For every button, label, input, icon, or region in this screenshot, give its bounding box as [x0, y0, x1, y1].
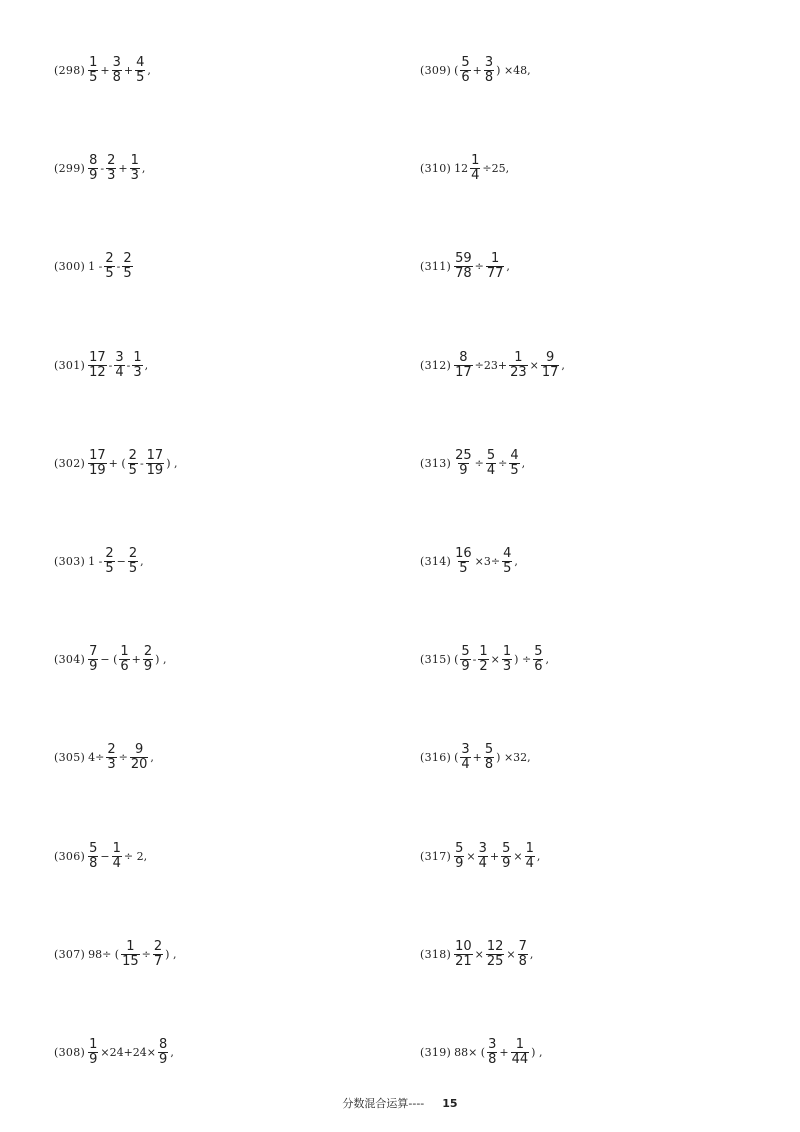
- fraction: [518, 940, 528, 969]
- fraction: [128, 449, 138, 478]
- problem-number: (315): [420, 652, 452, 666]
- problem-number: (304): [54, 652, 86, 666]
- numerator: 2: [143, 643, 153, 659]
- denominator: 5: [503, 560, 512, 576]
- denominator: 9: [461, 658, 470, 674]
- denominator: 19: [89, 462, 106, 478]
- operator-text: (: [454, 63, 459, 77]
- fraction: [501, 842, 511, 871]
- operator-text: +: [489, 849, 500, 863]
- operator-text: ÷: [474, 456, 484, 470]
- problem-number: (318): [420, 947, 452, 961]
- operator-text: ) ×48,: [496, 63, 531, 77]
- fraction: [454, 547, 473, 576]
- fraction: [484, 56, 494, 85]
- denominator: 5: [128, 560, 138, 576]
- numerator: 1: [514, 349, 523, 365]
- problem-314: [420, 539, 519, 583]
- problem-number: (314): [420, 554, 452, 568]
- fraction: [88, 56, 98, 85]
- problem-299: [54, 146, 146, 190]
- operator-text: -: [100, 161, 105, 175]
- denominator: 4: [486, 462, 496, 478]
- operator-text: ÷25,: [482, 161, 510, 175]
- operator-text: 4÷: [88, 750, 105, 764]
- problem-number: (319): [420, 1045, 452, 1059]
- fraction: [454, 449, 473, 478]
- fraction: [478, 842, 488, 871]
- denominator: 7: [153, 953, 163, 969]
- denominator: 9: [89, 658, 98, 674]
- denominator: 5: [105, 560, 114, 576]
- denominator: 8: [484, 69, 494, 85]
- numerator: 3: [484, 54, 494, 70]
- problem-305: [54, 735, 155, 779]
- footer-title: 分数混合运算----: [342, 1097, 425, 1110]
- fraction: [119, 645, 129, 674]
- denominator: 4: [478, 855, 487, 871]
- denominator: 12: [89, 364, 106, 380]
- denominator: 25: [486, 953, 504, 969]
- problem-number: (317): [420, 849, 452, 863]
- fraction: [486, 940, 505, 969]
- fraction: [104, 547, 114, 576]
- numerator: 17: [89, 349, 106, 365]
- operator-text: ,: [140, 554, 144, 568]
- operator-text: +: [100, 63, 110, 77]
- denominator: 21: [455, 953, 472, 969]
- operator-text: +: [118, 161, 128, 175]
- numerator: 2: [105, 250, 114, 266]
- fraction: [114, 351, 124, 380]
- operator-text: 1 -: [88, 554, 103, 568]
- numerator: 17: [89, 447, 106, 463]
- denominator: 4: [112, 855, 121, 871]
- denominator: 6: [534, 658, 543, 674]
- operator-text: ) ,: [166, 456, 178, 470]
- fraction: [484, 743, 494, 772]
- numerator: 1: [525, 840, 534, 856]
- fraction: [454, 252, 473, 281]
- numerator: 2: [105, 545, 114, 561]
- operator-text: -: [108, 358, 113, 372]
- operator-text: ,: [170, 1045, 174, 1059]
- problem-number: (307): [54, 947, 86, 961]
- operator-text: -: [472, 652, 477, 666]
- operator-text: 1 -: [88, 259, 103, 273]
- denominator: 9: [502, 855, 511, 871]
- fraction: [122, 252, 132, 281]
- fraction: [533, 645, 543, 674]
- fraction: [454, 842, 464, 871]
- denominator: 17: [455, 364, 472, 380]
- fraction: [130, 154, 140, 183]
- operator-text: -: [126, 358, 131, 372]
- operator-text: 98÷ (: [88, 947, 120, 961]
- fraction: [470, 154, 480, 183]
- problem-number: (305): [54, 750, 86, 764]
- fraction: [88, 842, 98, 871]
- problem-310: [420, 146, 510, 190]
- operator-text: ,: [506, 259, 510, 273]
- problem-number: (301): [54, 358, 86, 372]
- numerator: 2: [153, 938, 163, 954]
- denominator: 5: [510, 462, 519, 478]
- problem-number: (303): [54, 554, 86, 568]
- numerator: 3: [461, 741, 470, 757]
- fraction: [509, 449, 519, 478]
- numerator: 5: [455, 840, 464, 856]
- operator-text: ,: [521, 456, 526, 470]
- operator-text: −: [100, 849, 110, 863]
- operator-text: ,: [536, 849, 541, 863]
- operator-text: +: [472, 750, 482, 764]
- numerator: 1: [515, 1036, 525, 1052]
- denominator: 2: [479, 658, 488, 674]
- denominator: 4: [461, 756, 470, 772]
- numerator: 1: [89, 54, 98, 70]
- denominator: 8: [89, 855, 98, 871]
- problem-307: [54, 932, 177, 976]
- operator-text: ) ÷: [514, 652, 532, 666]
- denominator: 9: [459, 462, 468, 478]
- operator-text: ,: [514, 554, 518, 568]
- page-number: 15: [442, 1097, 458, 1110]
- denominator: 9: [143, 658, 153, 674]
- operator-text: (: [454, 750, 459, 764]
- denominator: 9: [89, 167, 98, 183]
- operator-text: -: [116, 259, 121, 273]
- denominator: 8: [488, 1051, 497, 1067]
- denominator: 9: [89, 1051, 98, 1067]
- operator-text: ,: [144, 358, 149, 372]
- fraction: [460, 56, 470, 85]
- fraction: [502, 547, 512, 576]
- denominator: 5: [136, 69, 145, 85]
- numerator: 5: [461, 54, 470, 70]
- denominator: 4: [525, 855, 534, 871]
- problem-number: (308): [54, 1045, 86, 1059]
- operator-text: ×: [529, 358, 539, 372]
- denominator: 17: [541, 364, 559, 380]
- fraction: [454, 351, 473, 380]
- operator-text: ×: [490, 652, 500, 666]
- fraction: [509, 351, 528, 380]
- operator-text: +: [472, 63, 482, 77]
- problem-number: (300): [54, 259, 86, 273]
- numerator: 5: [486, 447, 496, 463]
- denominator: 5: [123, 265, 132, 281]
- fraction: [486, 449, 496, 478]
- fraction: [112, 56, 122, 85]
- operator-text: +: [499, 1045, 509, 1059]
- denominator: 3: [107, 756, 116, 772]
- operator-text: ,: [529, 947, 534, 961]
- denominator: 5: [105, 265, 114, 281]
- numerator: 2: [107, 152, 116, 168]
- operator-text: +: [131, 652, 141, 666]
- numerator: 5: [89, 840, 98, 856]
- denominator: 19: [146, 462, 164, 478]
- numerator: 2: [107, 741, 116, 757]
- operator-text: ,: [147, 63, 151, 77]
- problem-313: [420, 441, 526, 485]
- fraction: [88, 449, 107, 478]
- numerator: 5: [502, 840, 511, 856]
- operator-text: +: [123, 63, 134, 77]
- numerator: 1: [479, 643, 488, 659]
- numerator: 2: [123, 250, 132, 266]
- problem-309: [420, 48, 532, 92]
- problem-311: [420, 244, 511, 288]
- numerator: 8: [459, 349, 468, 365]
- fraction: [104, 252, 114, 281]
- problem-number: (306): [54, 849, 86, 863]
- denominator: 5: [128, 462, 137, 478]
- fraction: [88, 351, 107, 380]
- fraction: [106, 743, 116, 772]
- denominator: 3: [107, 167, 116, 183]
- numerator: 12: [486, 938, 504, 954]
- operator-text: ×: [506, 947, 516, 961]
- operator-text: ) ×32,: [496, 750, 531, 764]
- denominator: 15: [122, 953, 139, 969]
- numerator: 4: [510, 447, 519, 463]
- numerator: 4: [136, 54, 145, 70]
- problem-number: (313): [420, 456, 452, 470]
- operator-text: ÷ 2,: [123, 849, 148, 863]
- denominator: 77: [486, 265, 504, 281]
- problem-316: [420, 735, 532, 779]
- operator-text: ×: [513, 849, 523, 863]
- problem-number: (302): [54, 456, 86, 470]
- problem-303: [54, 539, 145, 583]
- operator-text: 88× (: [454, 1045, 486, 1059]
- numerator: 1: [112, 840, 121, 856]
- denominator: 4: [471, 167, 480, 183]
- problem-number: (299): [54, 161, 86, 175]
- operator-text: 12: [454, 161, 469, 175]
- numerator: 5: [534, 643, 543, 659]
- operator-text: ÷: [474, 259, 484, 273]
- numerator: 8: [89, 152, 98, 168]
- problem-308: [54, 1030, 175, 1074]
- fraction: [143, 645, 153, 674]
- problem-number: (310): [420, 161, 452, 175]
- numerator: 8: [159, 1036, 168, 1052]
- fraction: [128, 547, 138, 576]
- numerator: 7: [518, 938, 527, 954]
- operator-text: + (: [108, 456, 126, 470]
- operator-text: −: [116, 554, 126, 568]
- denominator: 9: [455, 855, 464, 871]
- numerator: 16: [455, 545, 472, 561]
- operator-text: ÷: [498, 456, 508, 470]
- numerator: 3: [478, 840, 487, 856]
- page-footer: [0, 1095, 800, 1111]
- denominator: 5: [89, 69, 98, 85]
- fraction: [153, 940, 163, 969]
- problem-304: [54, 637, 167, 681]
- numerator: 1: [471, 152, 480, 168]
- fraction: [135, 56, 145, 85]
- denominator: 6: [120, 658, 129, 674]
- denominator: 8: [518, 953, 527, 969]
- operator-text: ,: [150, 750, 154, 764]
- fraction: [146, 449, 165, 478]
- operator-text: ÷: [141, 947, 151, 961]
- operator-text: ÷23+: [474, 358, 508, 372]
- numerator: 3: [115, 349, 124, 365]
- operator-text: ×: [466, 849, 476, 863]
- fraction: [502, 645, 512, 674]
- fraction: [132, 351, 142, 380]
- problem-306: [54, 834, 148, 878]
- operator-text: ÷: [118, 750, 128, 764]
- denominator: 23: [510, 364, 527, 380]
- denominator: 78: [455, 265, 472, 281]
- operator-text: ×3÷: [474, 554, 501, 568]
- fraction: [460, 743, 470, 772]
- problem-302: [54, 441, 179, 485]
- numerator: 1: [126, 938, 135, 954]
- fraction: [525, 842, 535, 871]
- denominator: 8: [484, 756, 494, 772]
- numerator: 1: [133, 349, 142, 365]
- operator-text: ) ,: [165, 947, 177, 961]
- fraction: [511, 1038, 530, 1067]
- problem-number: (311): [420, 259, 452, 273]
- fraction: [460, 645, 470, 674]
- fraction: [454, 940, 473, 969]
- numerator: 3: [488, 1036, 497, 1052]
- problem-298: [54, 48, 152, 92]
- fraction: [112, 842, 122, 871]
- denominator: 4: [115, 364, 124, 380]
- numerator: 7: [89, 643, 98, 659]
- denominator: 3: [502, 658, 512, 674]
- numerator: 3: [112, 54, 121, 70]
- fraction: [121, 940, 140, 969]
- problem-315: [420, 637, 550, 681]
- operator-text: ) ,: [155, 652, 167, 666]
- fraction: [106, 154, 116, 183]
- denominator: 8: [112, 69, 121, 85]
- denominator: 3: [130, 167, 139, 183]
- problem-317: [420, 834, 541, 878]
- fraction: [541, 351, 560, 380]
- operator-text: − (: [100, 652, 118, 666]
- operator-text: ,: [545, 652, 549, 666]
- problem-number: (298): [54, 63, 86, 77]
- problem-number: (312): [420, 358, 452, 372]
- numerator: 9: [134, 741, 144, 757]
- operator-text: -: [139, 456, 144, 470]
- numerator: 59: [455, 250, 472, 266]
- operator-text: ×24+24×: [100, 1045, 157, 1059]
- problem-318: [420, 932, 534, 976]
- operator-text: ,: [561, 358, 565, 372]
- operator-text: ) ,: [531, 1045, 543, 1059]
- numerator: 25: [455, 447, 472, 463]
- fraction: [88, 154, 98, 183]
- numerator: 9: [545, 349, 555, 365]
- denominator: 5: [459, 560, 468, 576]
- operator-text: ,: [141, 161, 146, 175]
- problem-301: [54, 343, 149, 387]
- operator-text: (: [454, 652, 459, 666]
- fraction: [158, 1038, 168, 1067]
- problem-number: (309): [420, 63, 452, 77]
- fraction: [486, 252, 505, 281]
- numerator: 2: [128, 545, 138, 561]
- problem-319: [420, 1030, 543, 1074]
- numerator: 1: [120, 643, 129, 659]
- denominator: 44: [511, 1051, 529, 1067]
- numerator: 1: [130, 152, 139, 168]
- operator-text: ×: [474, 947, 484, 961]
- problem-312: [420, 343, 566, 387]
- denominator: 3: [133, 364, 142, 380]
- denominator: 20: [130, 756, 148, 772]
- numerator: 5: [461, 643, 470, 659]
- numerator: 4: [503, 545, 512, 561]
- fraction: [88, 645, 98, 674]
- numerator: 17: [146, 447, 164, 463]
- fraction: [130, 743, 149, 772]
- denominator: 9: [159, 1051, 168, 1067]
- problem-300: [54, 244, 134, 288]
- denominator: 6: [461, 69, 470, 85]
- numerator: 1: [502, 643, 512, 659]
- problem-number: (316): [420, 750, 452, 764]
- numerator: 2: [128, 447, 137, 463]
- numerator: 10: [455, 938, 472, 954]
- fraction: [487, 1038, 497, 1067]
- numerator: 5: [484, 741, 494, 757]
- fraction: [88, 1038, 98, 1067]
- numerator: 1: [490, 250, 500, 266]
- numerator: 1: [89, 1036, 98, 1052]
- fraction: [478, 645, 488, 674]
